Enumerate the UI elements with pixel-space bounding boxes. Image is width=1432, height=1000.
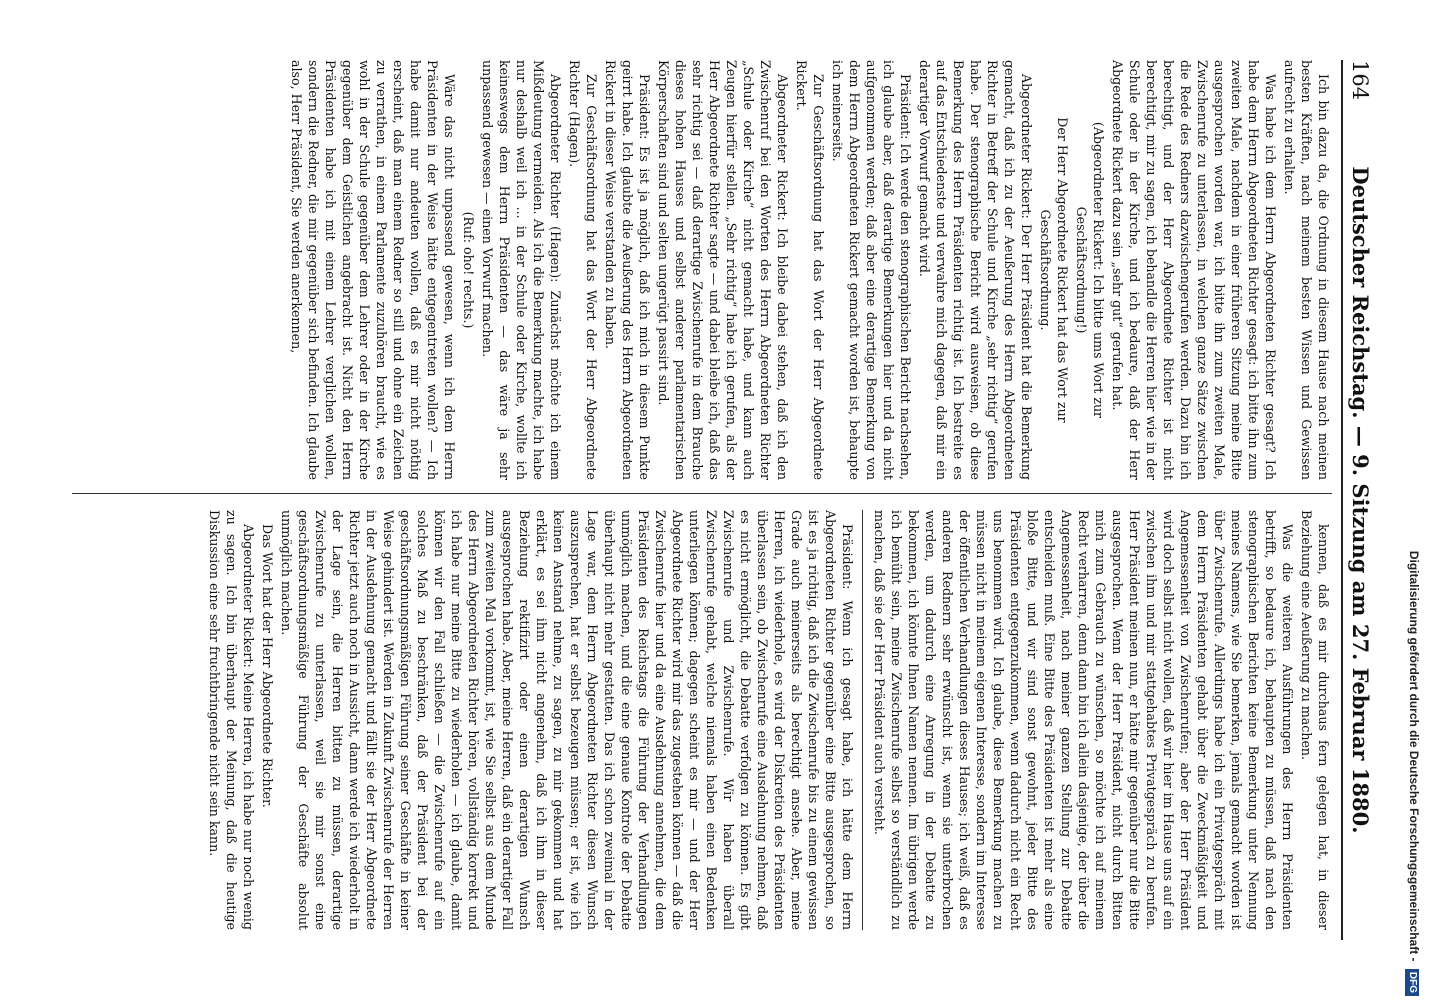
paragraph: Abgeordneter Rickert: Der Herr Präsident hat die Bemerkung gemacht, daß ich zu der Aeußerung des Herrn Abgeordneten Richter in Betreff der Schule und Kirche „sehr richtig“ gerufen habe. Der stenographische Bericht wird ausweisen, ob diese Bemerkung des Herrn Präsidenten richtig ist. Ich bestreite es auf das Entschiedenste und verwahre mich dagegen, daß mir ein derartiger Vorwurf gemacht wird. [917,60,1034,480]
page-header [1341,60,1377,940]
paragraph: Präsident: Es ist ja möglich, daß ich mich in diesem Punkte geirrt habe. Ich glaubte die Aeußerung des Herrn Abgeordneten Rickert in dieser Weise verstanden zu haben. [603,60,652,480]
page-title: Deutscher Reichstag. — 9. Sitzung am 27. Februar 1880. [1348,166,1373,834]
paragraph: Was die weiteren Ausführungen des Herrn Präsidenten betrifft, so bedaure ich, behaupten zu müssen, daß nach den stenographischen Berichten keine Bemerkung unter Nennung meines Namens, wie Sie bemerken, jemals gemacht worden ist über Zwischenrufe. Allerdings habe ich ein Privatgespräch mit dem Herrn Präsidenten gehabt über die Zweckmäßigkeit und Angemessenheit von Zwischenrufen; aber der Herr Präsident wird doch selbst nicht wollen, daß wir hier im Hause uns auf ein zwischen ihm und mir stattgehabtes Privatgespräch zu berufen. Herr Präsident meinen nun, er hätte mir gegenüber nur die Bitte ausgesprochen. Wenn der Herr Präsident, nicht durch Bitten mich zum Gebrauch zu wünschen, so möchte ich auf meinem Recht verharren, denn dann bin ich allein dasjenige, der über die Angemessenheit, nach meiner ganzen Stellung zur Debatte entscheiden muß. Eine Bitte des Präsidenten ist mehr als eine bloße Bitte, und wir sind sonst gewohnt, jeder Bitte des Präsidenten entgegenzukommen, wenn dadurch nicht ein Recht uns benommen wird. Ich glaube, diese Bemerkung machen zu müssen nicht in meinem eigenen Interesse, sondern im Interesse der öffentlichen Verhandlungen dieses Hauses; ich weiß, daß es anderen Rednern sehr erwünscht ist, wenn sie unterbrochen werden, um dadurch eine Anregung in der Debatte zu bekommen, ich könnte Ihnen Namen nennen. Im übrigen werde ich bemüht sein, meine Zwischenrufe selbst so verständlich zu machen, daß sie der Herr Präsident auch versteht. [872,510,1295,930]
paragraph: Präsident: Ich werde den stenographischen Bericht nachsehen, ich glaube aber, daß derartige Bemerkungen hier und da nicht aufgenommen werden; daß aber eine derartige Bemerkung von dem Herrn Abgeordneten Rickert gemacht worden ist, behaupte ich meinerseits. [830,60,913,480]
section-rule [862,510,863,930]
credit-text: Digitalisierung gefördert durch die Deutsche Forschungsgemeinschaft - [1407,550,1421,962]
paragraph: Abgeordneter Rickert: Ich bleibe dabei stehen, daß ich den Zwischenruf bei den Worten des Herrn Abgeordneten Richter „Schule oder Kirche“ nicht gemacht habe, und kann auch Zeugen hierfür stellen. „Sehr richtig“ habe ich gerufen, als der Herr Abgeordnete Richter sagte — und dabei bleibe ich, daß das sehr richtig sei — daß derartige Zwischenrufe in dem Brauche dieses hohen Hauses und selbst anderer parlamentarischen Körperschaften sind und selten ungerügt passirt sind. [656,60,790,480]
paragraph: Zur Geschäftsordnung hat das Wort der Herr Abgeordnete Richter (Hagen). [567,60,599,480]
paragraph: Abgeordneter Richter (Hagen): Zunächst möchte ich einem Mißdeutung vermeiden. Als ich die Bemerkung machte, ich habe nur deshalb weil ich ... in der Schule oder Kirche, wollte ich keineswegs dem Herrn Präsidenten — das wäre ja sehr unpassend gewesen — einen Vorwurf machen. [480,60,563,480]
paragraph: Zur Geschäftsordnung hat das Wort der Herr Abgeordnete Rickert. [794,60,826,480]
paragraph: Ich bin dazu da, die Ordnung in diesem Hause nach meinen besten Kräften, nach meinem besten Wissen und Gewissen aufrecht zu erhalten. [1282,60,1331,480]
paragraph: (Ruf: oho! rechts.) [461,211,476,329]
dfg-logo: DFG [1405,969,1419,996]
right-column [204,510,1332,930]
column-divider [72,493,1332,494]
digitization-credit [1402,6,1426,996]
paragraph: (Abgeordneter Rickert: Ich bitte ums Wort zur Geschäftsordnung!) [1074,121,1106,419]
paragraph: Der Herr Abgeordnete Rickert hat das Wort zur Geschäftsordnung. [1038,117,1070,423]
paragraph: Das Wort hat der Herr Abgeordnete Richter. [260,524,275,808]
page-number: 164 [1348,60,1372,101]
paragraph: Abgeordneter Rickert: Meine Herren, ich habe nur noch wenig zu sagen. Ich bin überhaupt der Meinung, daß die heutige Diskussion eine sehr fruchtbringende nicht sein kann. [207,510,256,930]
paragraph: Präsident: Wenn ich gesagt habe, ich hätte dem Herrn Abgeordneten Richter gegenüber eine Bitte ausgesprochen, so ist es ja richtig, daß ich die Zwischenrufe bis zu einem gewissen Grade auch meinerseits als berechtigt ansehe. Aber, meine Herren, ich wiederhole, es wird der Diskretion des Präsidenten überlassen sein, ob Zwischenrufe eine Ausdehnung nehmen, daß es nicht ermöglicht, die Debatte verfolgen zu können. Es gibt Zwischenrufe und Zwischenrufe. Wir haben überall Zwischenrufe gehabt, welche niemals haben einen Bedenken unterliegen können; dagegen scheint es mir — und der Herr Abgeordnete Richter wird mir das zugestehen können — daß die Zwischenrufe hier und da eine Ausdehnung annehmen, die dem Präsidenten des Reichstags die Führung der Verhandlungen unmöglich machen, und die eine genaue Kontrole der Debatte überhaupt nicht mehr gestatten. Das ich schon zweimal in der Lage war, dem Herrn Abgeordneten Richter diesen Wunsch auszusprechen, hat er selbst bezeugen müssen; er ist, wie ich keinen Anstand nehme, zu sagen, zu mir gekommen und hat erklärt, es sei ihm nicht angenehm, daß ich ihm in dieser Beziehung rektifizirt oder einen derartigen Wunsch ausgesprochen habe. Aber, meine Herren, daß ein derartiger Fall zum zweiten Mal vorkommt, ist, wie Sie selbst aus dem Munde des Herrn Abgeordneten Richter hören, vollständig korrekt und ich habe nur meine Bitte zu wiederholen — ich glaube, damit können wir den Fall schließen — die Zwischenrufe auf ein solches Maß zu beschränken, daß der Präsident bei der geschäftsordnungsmäßigen Führung seiner Geschäfte in keiner Weise gehindert ist. Werden in Zukunft Zwischenrufe der Herren in der Ausdehnung gemacht und fällt sie der Herr Abgeordnete Richter jetzt auch noch in Aussicht, dann werde ich wiederholt in der Lage sein, die Herren bitten zu müssen, derartige Zwischenrufe zu unterlassen, weil sie mir sonst eine geschäftsordnungsmäßige Führung der Geschäfte absolut unmöglich machen. [279,510,855,930]
paragraph: Wäre das nicht unpassend gewesen, wenn ich dem Herrn Präsidenten in der Weise hätte entgegentreten wollen? — Ich habe damit nur andeuten wollen, daß es mir nicht nöthig erscheint, daß man einem Redner so still und ohne ein Zeichen zu verrathen, in einem Parlamente zuzuhören braucht, wie es wohl in der Schule gegenüber dem Lehrer oder in der Kirche gegenüber dem Geistlichen angebracht ist. Nicht den Herrn Präsidenten habe ich mit einem Lehrer verglichen wollen, sondern die Redner, die mir gegenüber sich befinden. Ich glaube also, Herr Präsident, Sie werden anerkennen, [289,60,457,480]
paragraph: Was habe ich dem Herrn Abgeordneten Richter gesagt? Ich habe dem Herrn Abgeordneten Richter gesagt: ich bitte ihn zum zweiten Male, nachdem in einer früheren Sitzung meine Bitte ausgesprochen worden war, ich bitte ihn zum zweiten Male, Zwischenrufe zu unterlassen, in welchen ganze Sätze zwischen die Rede des Redners dazwischengerufen werden. Dazu bin ich berechtigt, und der Herr Abgeordnete Richter ist nicht berechtigt, mir zu sagen, ich behandle die Herren hier wie in der Schule oder in der Kirche, und ich bedaure, daß der Herr Abgeordnete Rickert dazu sein „sehr gut“ gerufen hat. [1110,60,1278,480]
paragraph: kennen, daß es mir durchaus fern gelegen hat, in dieser Beziehung eine Aeußerung zu machen. [1299,510,1331,930]
left-column [286,60,1332,480]
